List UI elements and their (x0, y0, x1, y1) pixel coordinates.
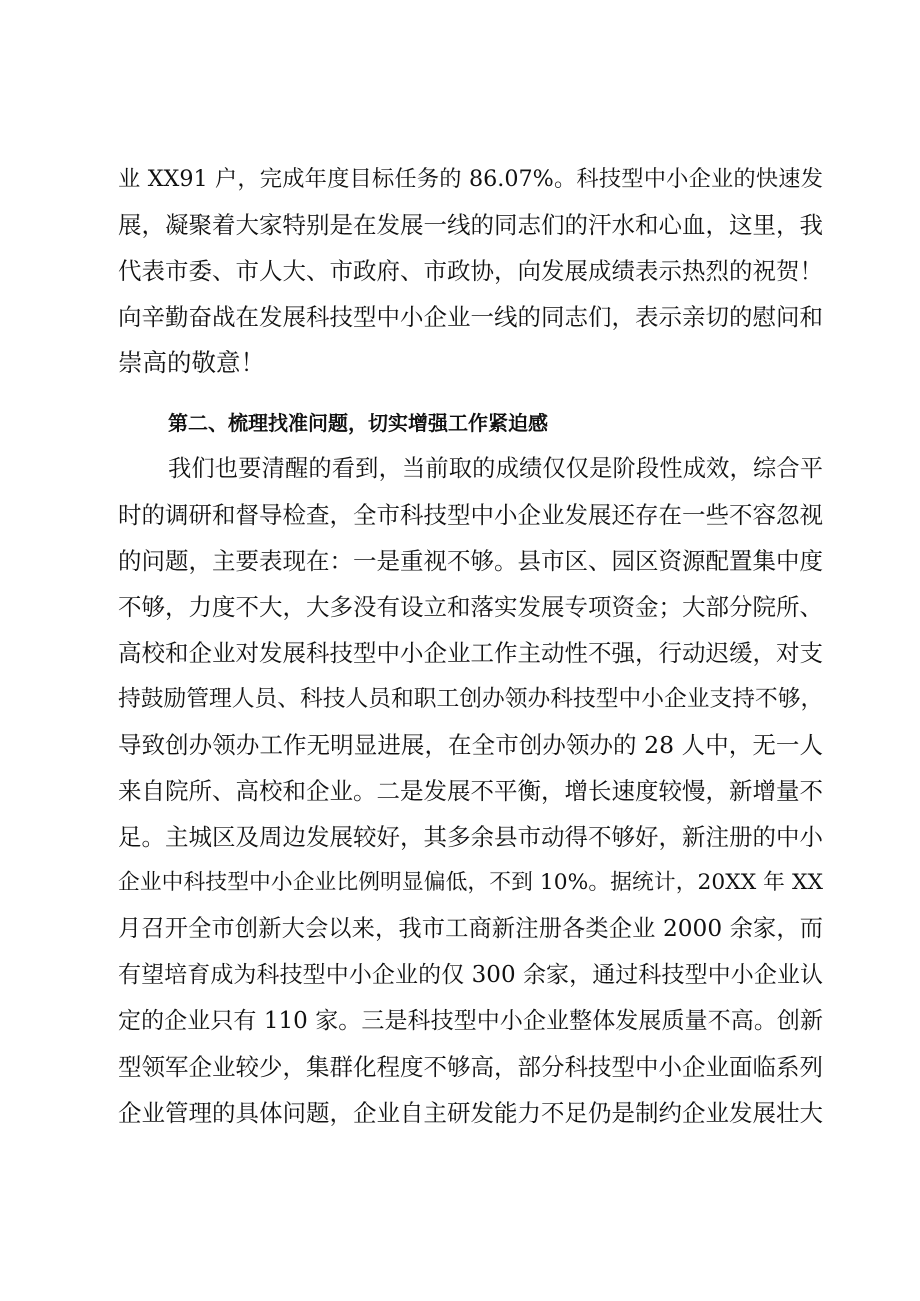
text-line: 的问题，主要表现在：一是重视不够。县市区、园区资源配置集中度 (118, 547, 823, 575)
paragraph-achievements (118, 156, 823, 386)
text-line: 来自院所、高校和企业。二是发展不平衡，增长速度较慢，新增量不 (118, 777, 823, 805)
text-line: 企业管理的具体问题，企业自主研发能力不足仍是制约企业发展壮大 (118, 1099, 823, 1127)
text-line: 业 XX91 户，完成年度目标任务的 86.07%。科技型中小企业的快速发 (118, 166, 823, 192)
text-line: 企业中科技型中小企业比例明显偏低，不到 10%。据统计，20XX 年 XX (118, 870, 823, 895)
text-line: 时的调研和督导检查，全市科技型中小企业发展还存在一些不容忽视 (118, 501, 823, 529)
text-line: 月召开全市创新大会以来，我市工商新注册各类企业 2000 余家，而 (118, 915, 823, 942)
text-line: 崇高的敬意！ (118, 348, 265, 377)
section-heading: 第二、梳理找准问题，切实增强工作紧迫感 (168, 411, 548, 435)
text-line: 有望培育成为科技型中小企业的仅 300 余家，通过科技型中小企业认 (118, 962, 823, 988)
document-body (118, 156, 823, 1136)
paragraph-problems (118, 446, 823, 1136)
text-line: 型领军企业较少，集群化程度不够高，部分科技型中小企业面临系列 (118, 1053, 823, 1081)
text-line: 导致创办领办工作无明显进展，在全市创办领办的 28 人中，无一人 (118, 731, 823, 759)
text-line: 足。主城区及周边发展较好，其多余县市动得不够好，新注册的中小 (118, 823, 823, 851)
text-line: 持鼓励管理人员、科技人员和职工创办领办科技型中小企业支持不够， (118, 686, 824, 712)
text-line: 定的企业只有 110 家。三是科技型中小企业整体发展质量不高。创新 (118, 1008, 823, 1034)
text-line: 我们也要清醒的看到，当前取的成绩仅仅是阶段性成效，综合平 (168, 455, 823, 482)
text-line: 高校和企业对发展科技型中小企业工作主动性不强，行动迟缓，对支 (118, 639, 823, 667)
text-line: 代表市委、市人大、市政府、市政协，向发展成绩表示热烈的祝贺！ (118, 257, 823, 285)
text-line: 不够，力度不大，大多没有设立和落实发展专项资金；大部分院所、 (118, 593, 823, 621)
text-line: 向辛勤奋战在发展科技型中小企业一线的同志们，表示亲切的慰问和 (118, 303, 823, 331)
text-line: 展，凝聚着大家特别是在发展一线的同志们的汗水和心血，这里，我 (118, 211, 823, 239)
